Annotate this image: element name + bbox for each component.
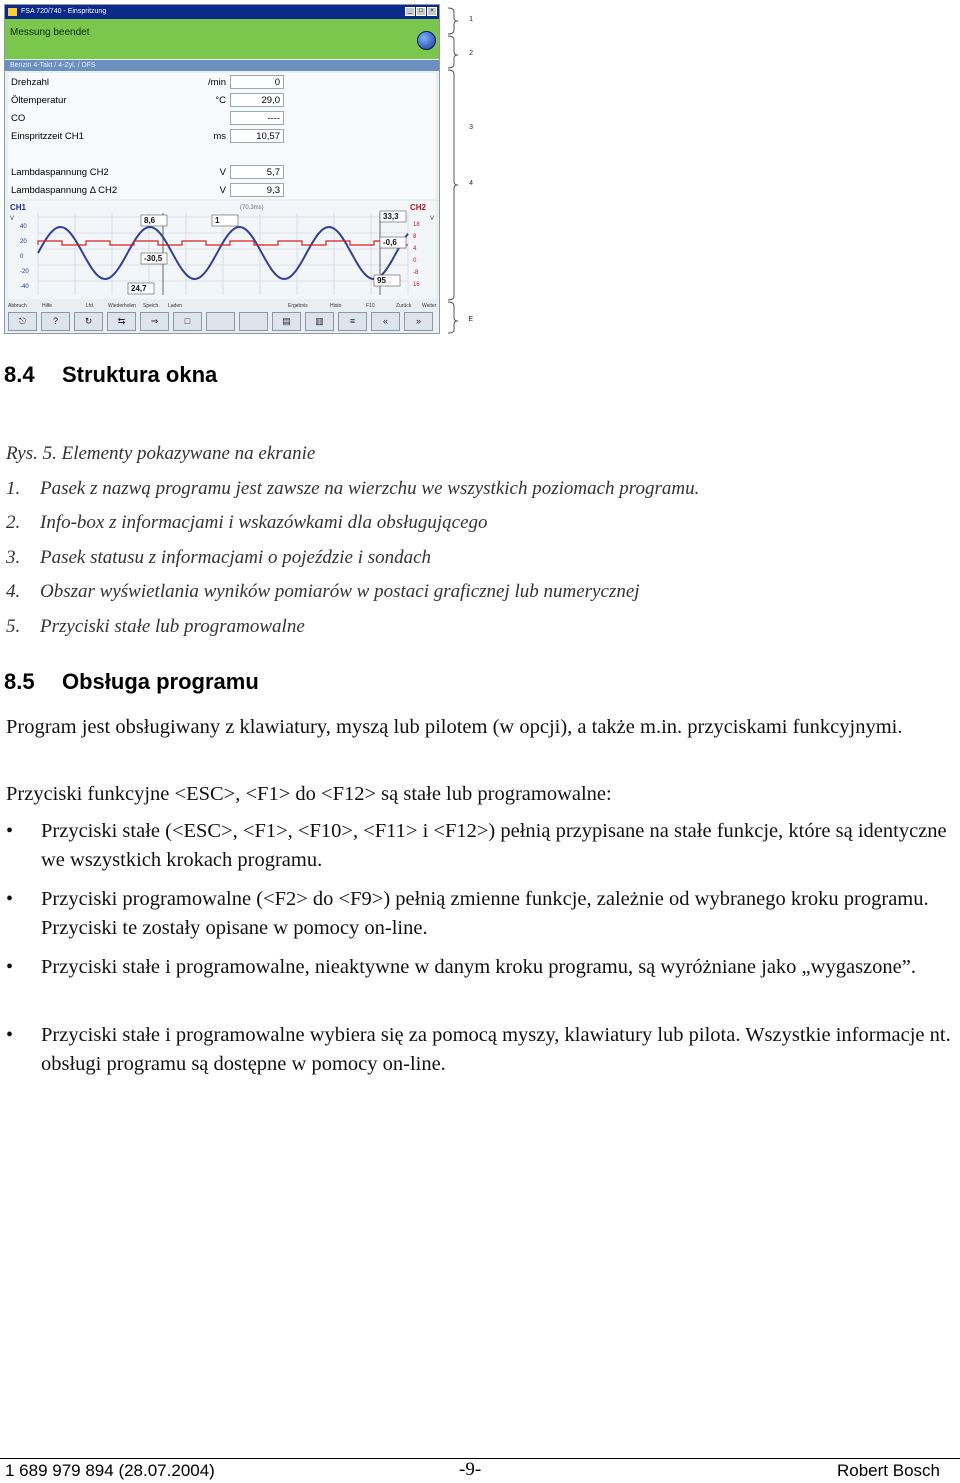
measurement-row [8, 129, 436, 145]
caption-item-number: 4. [6, 581, 21, 602]
callout-2: 2 [469, 50, 473, 57]
list-item-text: Przyciski stałe (<ESC>, <F1>, <F10>, <F11> i <F12>) pełnią przypisane na stałe funkcje, które są identyczne we wszystkich krokach programu. [41, 820, 947, 871]
window-controls [405, 7, 437, 16]
bullet-icon: • [6, 1024, 14, 1046]
page-number: -9- [459, 1459, 482, 1480]
maximize-icon[interactable]: □ [416, 7, 426, 16]
function-key-f4[interactable]: ⇒ [140, 312, 169, 331]
left-tick-label: -40 [20, 284, 29, 290]
caption-item [6, 613, 699, 648]
globe-icon [417, 31, 436, 50]
measurement-label: CO [11, 113, 26, 124]
measurement-value: 29,0 [230, 93, 284, 107]
caption-item-number: 2. [6, 512, 21, 533]
oscilloscope-plot [8, 201, 436, 299]
value-marker [141, 215, 167, 226]
right-tick-label: 16 [413, 282, 420, 288]
caption-item-number: 5. [6, 615, 21, 637]
measurement-value: 10,57 [230, 129, 284, 143]
function-key-labels [8, 303, 436, 311]
screenshot-figure [4, 4, 472, 334]
measurement-label: Lambdaspannung Δ CH2 [11, 185, 118, 196]
measurement-row [8, 165, 436, 181]
left-tick-label: -20 [20, 269, 29, 275]
function-key-f3[interactable]: ⇆ [107, 312, 136, 331]
status-bar: Benzin 4-Takt / 4-Zyl. / DFS [5, 60, 439, 71]
section-number: 8.5 [4, 669, 35, 694]
function-key-f1[interactable]: ? [41, 312, 70, 331]
app-icon [8, 8, 17, 16]
measurement-label: Einspritzzeit CH1 [11, 131, 84, 142]
function-key-f5[interactable]: □ [173, 312, 202, 331]
list-item-text: Przyciski programowalne (<F2> do <F9>) pełnią zmienne funkcje, zależnie od wybranego kroku programu. Przyciski te zostały opisane w pomocy on-line. [41, 888, 929, 939]
function-key-caption: Wiederholen [108, 303, 137, 309]
left-tick-label: 40 [20, 224, 27, 230]
paragraph-usage: Program jest obsługiwany z klawiatury, myszą lub pilotem (w opcji), a także m.in. przyciskami funkcyjnymi. [6, 716, 903, 738]
function-key-caption: Laden [168, 303, 182, 309]
measurement-panel [8, 73, 436, 199]
caption-title: Rys. 5. Elementy pokazywane na ekranie [6, 443, 316, 464]
bullet-icon: • [6, 956, 14, 978]
function-key-f7[interactable] [239, 312, 268, 331]
left-tick-label: 0 [20, 254, 24, 260]
document-number: 1 689 979 894 (28.07.2004) [5, 1461, 215, 1480]
left-unit: V [10, 216, 15, 222]
measurement-unit: ms [213, 131, 226, 142]
measurement-unit: V [219, 167, 226, 178]
function-key-f12[interactable]: » [404, 312, 433, 331]
section-heading-8-4 [4, 362, 217, 388]
function-key-f11[interactable]: « [371, 312, 400, 331]
caption-item-number: 1. [6, 477, 21, 499]
function-key-f2[interactable]: ↻ [74, 312, 103, 331]
function-key-caption: F10 [366, 303, 375, 309]
measurement-row [8, 93, 436, 109]
callout-3: 3 [469, 124, 473, 131]
value-marker [128, 283, 154, 294]
function-key-caption: Speich. [143, 303, 160, 309]
ch1-label: CH1 [10, 203, 27, 212]
right-unit: V [430, 216, 435, 222]
bullet-icon: • [6, 888, 14, 910]
value-marker [212, 215, 238, 226]
function-key-caption: Weiter [422, 303, 437, 309]
svg-text:-30,5: -30,5 [144, 254, 163, 263]
caption-item [6, 509, 699, 544]
section-title: Obsługa programu [62, 669, 259, 694]
function-key-f8[interactable]: ▤ [272, 312, 301, 331]
list-item-text: Przyciski stałe i programowalne wybiera się za pomocą myszy, klawiatury lub pilota. Wszystkie informacje nt. obsługi programu są dostępne w pomocy on-line. [41, 1024, 951, 1075]
right-tick-label: -8 [413, 270, 419, 276]
measurement-value: 5,7 [230, 165, 284, 179]
caption-item [6, 578, 699, 613]
measurement-label: Lambdaspannung CH2 [11, 167, 109, 178]
callout-4: 4 [469, 180, 473, 187]
measurement-value: 9,3 [230, 183, 284, 197]
callout-5: E [468, 316, 473, 323]
value-marker [141, 253, 167, 264]
svg-text:95: 95 [377, 276, 386, 285]
timebase-label: (70,3ms) [240, 205, 264, 211]
bullet-icon: • [6, 820, 14, 842]
right-tick-label: 18 [413, 222, 420, 228]
callout-1: 1 [469, 16, 473, 23]
measurement-unit: V [219, 185, 226, 196]
info-box-text: Messung beendet [10, 27, 90, 38]
value-marker [380, 211, 406, 222]
left-tick-label: 20 [20, 239, 27, 245]
caption-item-text: Pasek statusu z informacjami o pojeździe i sondach [40, 546, 432, 568]
measurement-unit: /min [208, 77, 226, 88]
function-key-caption: Abbruch [8, 303, 27, 309]
list-item-text: Przyciski stałe i programowalne, nieaktywne w danym kroku programu, są wyróżniane jako „wygaszone”. [41, 956, 916, 978]
section-heading-8-5 [4, 669, 259, 695]
svg-text:24,7: 24,7 [131, 284, 147, 293]
svg-text:-0,6: -0,6 [383, 238, 397, 247]
caption-item [6, 544, 699, 579]
function-key-caption: Ergebnis [288, 303, 308, 309]
title-bar [5, 5, 439, 19]
function-key-caption: Hilfe [42, 303, 53, 309]
close-icon[interactable]: × [427, 7, 437, 16]
caption-item-text: Przyciski stałe lub programowalne [40, 615, 305, 637]
info-box [5, 19, 439, 59]
measurement-row [8, 183, 436, 199]
function-key-f9[interactable]: ▥ [305, 312, 334, 331]
function-key-caption: Histo [330, 303, 342, 309]
function-key-bar [8, 312, 436, 332]
right-tick-label: 4 [413, 246, 417, 252]
window-title: FSA 720/740 - Einspritzung [21, 8, 107, 15]
function-key-f6[interactable] [206, 312, 235, 331]
value-marker [380, 237, 406, 248]
function-key-caption: Lfd. [86, 303, 95, 309]
section-title: Struktura okna [62, 362, 218, 387]
minimize-icon[interactable]: _ [405, 7, 415, 16]
callout-brackets [444, 4, 474, 334]
plot-canvas [8, 201, 436, 299]
app-window [4, 4, 440, 334]
value-marker [374, 275, 400, 286]
function-key-caption: Zurück [396, 303, 412, 309]
page-footer [0, 1458, 960, 1483]
function-key-f10[interactable]: ≡ [338, 312, 367, 331]
svg-text:8,6: 8,6 [144, 216, 156, 225]
caption-item-text: Pasek z nazwą programu jest zawsze na wierzchu we wszystkich poziomach programu. [40, 477, 700, 499]
ch2-label: CH2 [410, 203, 427, 212]
caption-item [6, 475, 699, 510]
caption-item-number: 3. [6, 546, 21, 568]
measurement-row [8, 75, 436, 91]
section-number: 8.4 [4, 362, 35, 387]
measurement-value: 0 [230, 75, 284, 89]
publisher: Robert Bosch [837, 1461, 940, 1480]
measurement-row [8, 111, 436, 127]
measurement-unit: °C [215, 95, 226, 106]
function-key-esc[interactable]: ⎋ [8, 312, 37, 331]
right-tick-label: 0 [413, 258, 417, 264]
measurement-value: ---- [230, 111, 284, 125]
measurement-label: Öltemperatur [11, 95, 67, 106]
measurement-label: Drehzahl [11, 77, 50, 88]
figure-caption [6, 440, 699, 647]
paragraph-function-keys: Przyciski funkcyjne <ESC>, <F1> do <F12> są stałe lub programowalne: [6, 783, 612, 805]
svg-text:33,3: 33,3 [383, 212, 399, 221]
svg-text:1: 1 [215, 216, 220, 225]
right-tick-label: 8 [413, 234, 417, 240]
caption-item-text: Obszar wyświetlania wyników pomiarów w postaci graficznej lub numerycznej [40, 581, 640, 602]
caption-item-text: Info-box z informacjami i wskazówkami dla obsługującego [40, 512, 488, 533]
